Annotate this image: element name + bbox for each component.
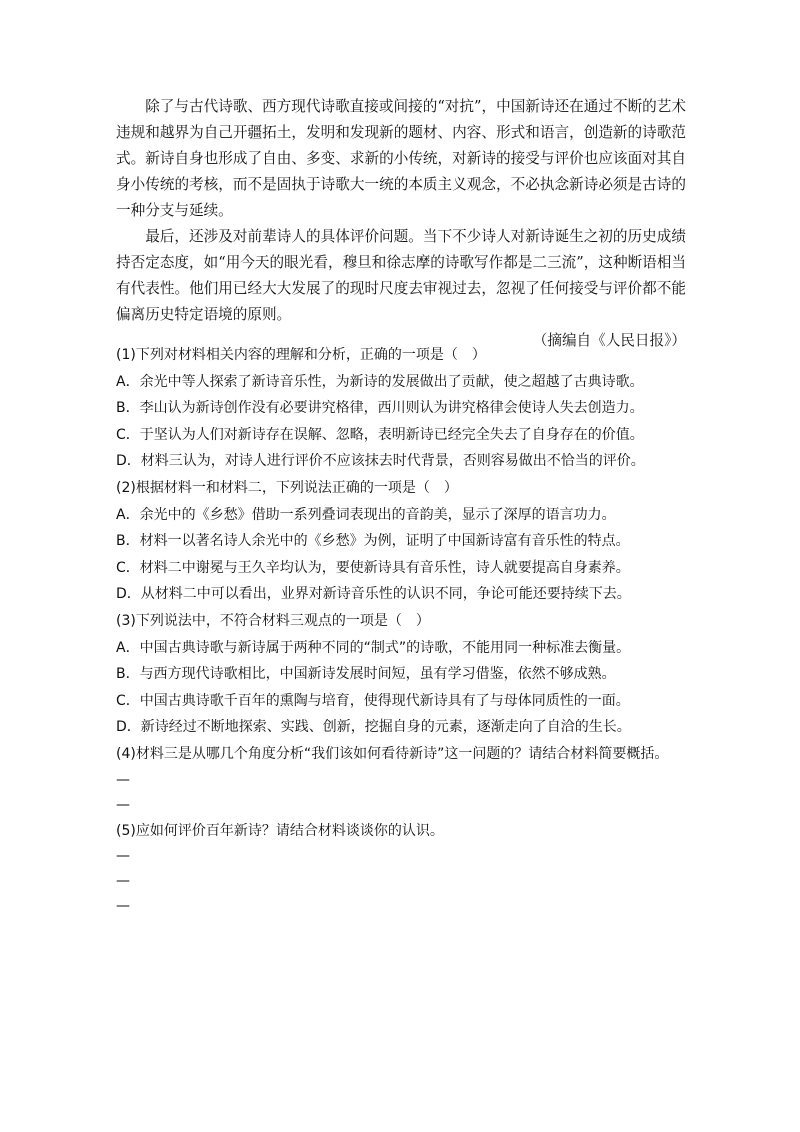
answer-option: C．材料二中谢冕与王久辛均认为，要使新诗具有音乐性，诗人就要提高自身素养。 [116,559,630,576]
question-stem: (1)下列对材料相关内容的理解和分析，正确的一项是（ ） [116,347,486,363]
question-stem: (3)下列说法中，不符合材料三观点的一项是（ ） [116,612,430,629]
question-2 [116,475,716,608]
question-4 [116,741,716,818]
question-stem: (4)材料三是从哪几个角度分析“我们该如何看待新诗”这一问题的？请结合材料简要概括。 [116,745,669,762]
answer-option: B．与西方现代诗歌相比，中国新诗发展时间短，虽有学习借鉴，依然不够成熟。 [116,666,616,683]
passage-paragraph: 最后，还涉及对前辈诗人的具体评价问题。当下不少诗人对新诗诞生之初的历史成绩持否定态度，如“用今天的眼光看，穆旦和徐志摩的诗歌写作都是二三流”，这种断语相当有代表性。他们用已经大大发展了的现时尺度去审视过去，忽视了任何接受与评价都不能偏离历史特定语境的原则。 [116,228,686,323]
answer-option: D．从材料二中可以看出，业界对新诗音乐性的认识不同，争论可能还要持续下去。 [116,586,631,603]
answer-option: A．余光中等人探索了新诗音乐性，为新诗的发展做出了贡献，使之超越了古典诗歌。 [116,373,644,390]
question-3 [116,608,716,741]
answer-blank-line[interactable]: — [116,898,130,915]
passage-paragraph: 除了与古代诗歌、西方现代诗歌直接或间接的“对抗”，中国新诗还在通过不断的艺术违规和越界为自己开疆拓土，发明和发现新的题材、内容、形式和语言，创造新的诗歌范式。新诗自身也形成了自由、多变、求新的小传统，对新诗的接受与评价也应该面对其自身小传统的考核，而不是固执于诗歌大一统的本质主义观念，不必执念新诗必须是古诗的一种分支与延续。 [116,98,686,219]
passage-source: （摘编自《人民日报》） [532,332,686,349]
answer-option: C．于坚认为人们对新诗存在误解、忽略，表明新诗已经完全失去了自身存在的价值。 [116,426,644,443]
answer-option: B．材料一以著名诗人余光中的《乡愁》为例，证明了中国新诗富有音乐性的特点。 [116,533,630,550]
answer-option: C．中国古典诗歌千百年的熏陶与培育，使得现代新诗具有了与母体同质性的一面。 [116,692,630,709]
question-stem: (5)应如何评价百年新诗？请结合材料谈谈你的认识。 [116,822,444,839]
answer-blank-line[interactable]: — [116,873,130,890]
question-1 [116,342,716,475]
question-5 [116,818,716,920]
answer-option: D．新诗经过不断地探索、实践、创新，挖掘自身的元素，逐渐走向了自洽的生长。 [116,719,631,736]
reading-passage [116,94,686,354]
answer-option: A．中国古典诗歌与新诗属于两种不同的“制式”的诗歌，不能用同一种标准去衡量。 [116,639,631,656]
question-stem: (2)根据材料一和材料二，下列说法正确的一项是（ ） [116,479,458,496]
answer-option: D．材料三认为，对诗人进行评价不应该抹去时代背景，否则容易做出不恰当的评价。 [116,453,645,470]
answer-option: A．余光中的《乡愁》借助一系列叠词表现出的音韵美，显示了深厚的语言功力。 [116,506,616,523]
answer-blank-line[interactable]: — [116,848,130,865]
answer-option: B．李山认为新诗创作没有必要讲究格律，西川则认为讲究格律会使诗人失去创造力。 [116,400,644,417]
answer-blank-line[interactable]: — [116,771,130,788]
question-section [116,342,716,919]
answer-blank-line[interactable]: — [116,796,130,813]
